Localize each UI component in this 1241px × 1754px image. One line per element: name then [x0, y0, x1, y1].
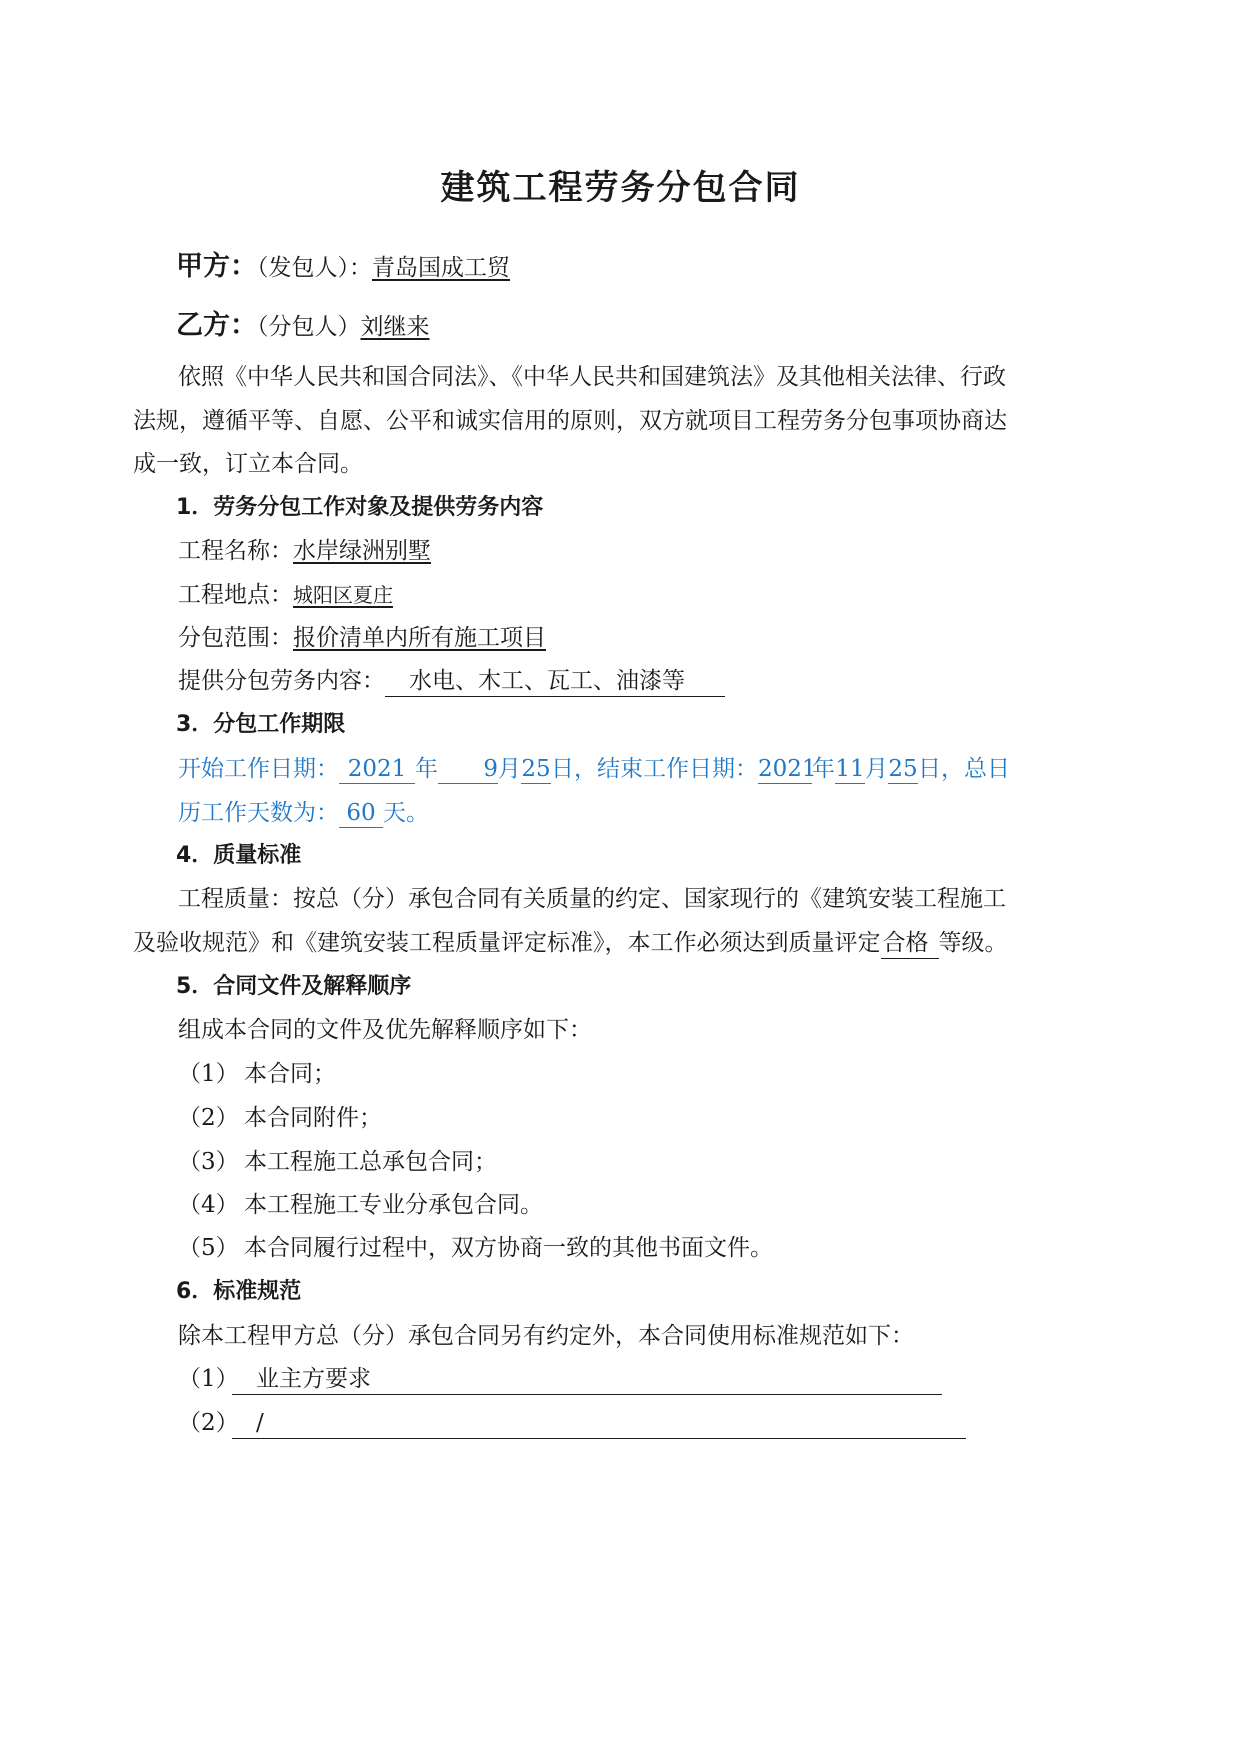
party-a-role: （发包人）：: [257, 255, 372, 281]
list-item: [178, 1190, 543, 1220]
scope-label: 分包范围：: [178, 625, 293, 651]
intro-line-1: 依照《中华人民共和国合同法》、《中华人民共和国建筑法》及其他相关法律、行政: [178, 364, 1006, 390]
end-year-char: 年: [812, 756, 835, 782]
start-date-label: 开始工作日期：: [178, 756, 339, 782]
labor-content-label: 提供分包劳务内容：: [178, 668, 385, 694]
project-name-line: [178, 536, 431, 566]
standard-item: [178, 1364, 942, 1395]
list-item-text: 本合同；: [244, 1061, 336, 1087]
list-item: [178, 1059, 336, 1089]
party-b-line: [176, 311, 430, 342]
end-month-char: 月: [865, 756, 888, 782]
list-item-text: 本合同附件；: [244, 1105, 382, 1131]
section-6-intro: 除本工程甲方总（分）承包合同另有约定外，本合同使用标准规范如下：: [178, 1323, 914, 1349]
standard-item: [178, 1408, 966, 1439]
party-b-role: （分包人）: [257, 314, 361, 340]
list-item: [178, 1233, 773, 1263]
list-item: [178, 1103, 382, 1133]
quality-line-2-post: 等级。: [938, 930, 1008, 956]
party-b-label: 乙方：: [176, 310, 257, 341]
start-month-char: 月: [498, 756, 521, 782]
scope-line: [178, 623, 546, 653]
end-date-label: 日，结束工作日期：: [551, 756, 758, 782]
total-days-prefix: 日，总日: [918, 756, 1010, 782]
list-item-number: （3）: [178, 1149, 239, 1175]
section-5-heading: 5．合同文件及解释顺序: [176, 974, 412, 999]
end-month: 11: [835, 756, 865, 782]
end-day: 25: [888, 756, 918, 782]
list-item-text: 本工程施工总承包合同；: [244, 1149, 497, 1175]
labor-content-value: 水电、木工、瓦工、油漆等: [385, 666, 725, 697]
section-3-heading: 3．分包工作期限: [176, 712, 346, 737]
total-days-label: 历工作天数为：: [178, 800, 339, 826]
list-item-number: （2）: [178, 1105, 239, 1131]
party-a-line: [176, 252, 510, 283]
total-days-value: 60: [339, 799, 383, 828]
document-title: 建筑工程劳务分包合同: [440, 168, 801, 208]
list-item: [178, 1147, 497, 1177]
section-4-heading: 4．质量标准: [176, 843, 302, 868]
start-month: 9: [438, 755, 498, 784]
start-year: 2021: [339, 755, 415, 784]
intro-line-3: 成一致，订立本合同。: [133, 451, 363, 477]
list-item-text: 本合同履行过程中，双方协商一致的其他书面文件。: [244, 1235, 773, 1261]
end-year: 2021: [758, 756, 817, 782]
list-item-number: （5）: [178, 1235, 239, 1261]
party-a-label: 甲方：: [176, 251, 257, 282]
work-period-line: [178, 754, 1010, 784]
start-year-char: 年: [415, 756, 438, 782]
start-day: 25: [521, 756, 551, 782]
section-5-intro: 组成本合同的文件及优先解释顺序如下：: [178, 1017, 592, 1043]
labor-content-line: [178, 666, 725, 697]
quality-line-2-pre: 及验收规范》和《建筑安装工程质量评定标准》，本工作必须达到质量评定: [133, 930, 881, 956]
quality-line-2: [133, 928, 1008, 959]
project-name-label: 工程名称：: [178, 538, 293, 564]
project-name-value: 水岸绿洲别墅: [293, 538, 431, 564]
standard-item-value: 业主方要求: [232, 1364, 942, 1395]
list-item-number: （1）: [178, 1061, 239, 1087]
list-item-number: （4）: [178, 1192, 239, 1218]
standard-item-number: （1）: [178, 1366, 239, 1392]
intro-line-2: 法规，遵循平等、自愿、公平和诚实信用的原则，双方就项目工程劳务分包事项协商达: [133, 408, 1007, 434]
standard-item-value: /: [232, 1408, 966, 1439]
scope-value: 报价清单内所有施工项目: [293, 625, 546, 651]
list-item-text: 本工程施工专业分承包合同。: [244, 1192, 543, 1218]
quality-grade: 合格: [881, 928, 939, 959]
location-value: 城阳区夏庄: [293, 583, 393, 607]
quality-line-1: 工程质量：按总（分）承包合同有关质量的约定、国家现行的《建筑安装工程施工: [178, 886, 1006, 912]
section-6-heading: 6．标准规范: [176, 1279, 302, 1304]
total-days-unit: 天。: [383, 800, 429, 826]
party-a-name: 青岛国成工贸: [372, 255, 510, 281]
standard-item-number: （2）: [178, 1410, 239, 1436]
party-b-name: 刘继来: [360, 314, 430, 340]
location-line: [178, 580, 393, 610]
location-label: 工程地点：: [178, 582, 293, 608]
total-days-line: [178, 798, 429, 828]
section-1-heading: 1．劳务分包工作对象及提供劳务内容: [176, 495, 544, 520]
